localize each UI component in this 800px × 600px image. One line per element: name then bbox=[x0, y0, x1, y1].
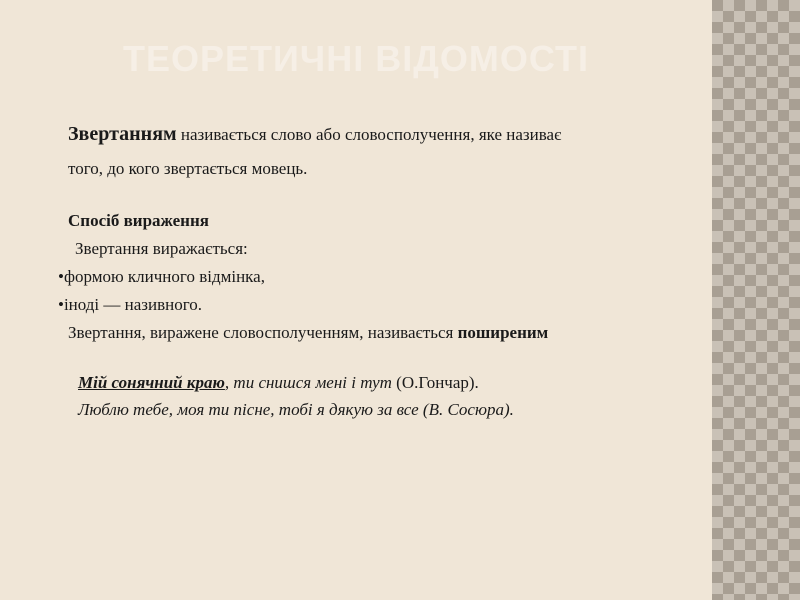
definition-term: Звертанням bbox=[68, 123, 177, 145]
example-1-text: , ти снишся мені і тут bbox=[224, 373, 392, 392]
bullet-item bbox=[58, 267, 265, 287]
extended-text: Звертання, виражене словосполученням, називається bbox=[68, 323, 458, 342]
side-decorative-pattern bbox=[712, 0, 800, 600]
extended-definition bbox=[68, 323, 548, 343]
bullet-text: формою кличного відмінка, bbox=[63, 267, 265, 286]
example-1 bbox=[78, 373, 479, 393]
definition-line-1 bbox=[68, 123, 561, 146]
definition-line-2: того, до кого звертається мовець. bbox=[68, 159, 308, 178]
expression-heading: Спосіб вираження bbox=[68, 211, 209, 230]
slide-title: ТЕОРЕТИЧНІ ВІДОМОСТІ bbox=[123, 38, 589, 79]
example-1-author: (О.Гончар). bbox=[391, 373, 479, 392]
expression-intro: Звертання виражається: bbox=[75, 239, 248, 258]
example-1-address: Мій сонячний краю bbox=[78, 373, 225, 392]
bullet-item bbox=[58, 295, 202, 315]
bullet-text: іноді — називного. bbox=[63, 295, 203, 314]
example-2: Люблю тебе, моя ти пісне, тобі я дякую за все (В. Сосюра). bbox=[78, 400, 514, 419]
bullet-icon: • bbox=[58, 295, 64, 314]
extended-term: поширеним bbox=[457, 323, 549, 342]
definition-text: називається слово або словосполучення, яке називає bbox=[176, 125, 562, 144]
bullet-icon: • bbox=[58, 267, 64, 286]
